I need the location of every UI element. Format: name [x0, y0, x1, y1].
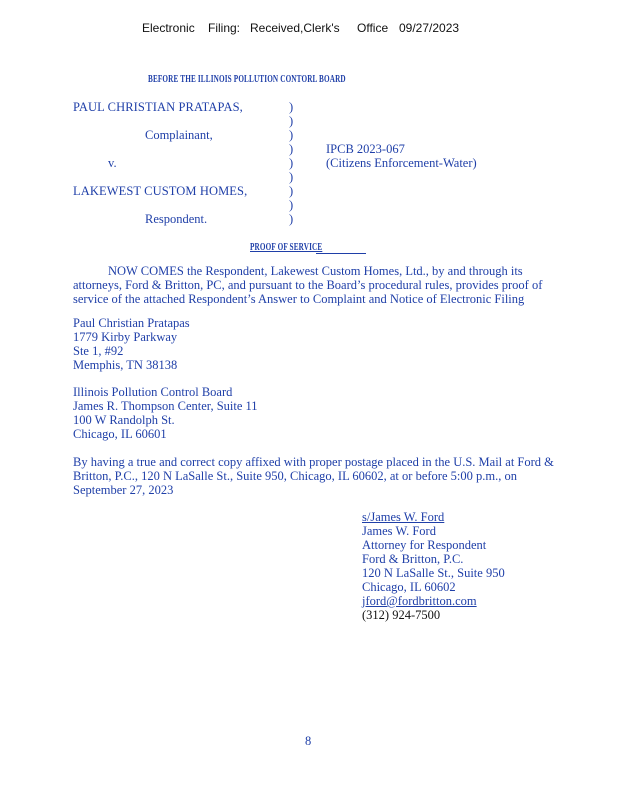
caption-paren: ): [289, 184, 294, 198]
caption-paren: ): [289, 212, 294, 226]
page-number: 8: [305, 734, 312, 748]
address-line: Paul Christian Pratapas: [73, 316, 190, 330]
attorney-title: Attorney for Respondent: [362, 538, 487, 552]
address-line: Chicago, IL 60601: [73, 427, 167, 441]
mailing-line: By having a true and correct copy affixed with proper postage placed in the U.S. Mail at Ford &: [73, 455, 554, 469]
complainant-name: PAUL CHRISTIAN PRATAPAS,: [73, 100, 243, 114]
body-line: service of the attached Respondent’s Answer to Complaint and Notice of Electronic Filing: [73, 292, 525, 306]
board-heading: BEFORE THE ILLINOIS POLLUTION CONTORL BOARD: [148, 74, 346, 85]
stamp-date: 09/27/2023: [399, 21, 460, 35]
caption-paren: ): [289, 100, 294, 114]
stamp-office: Office: [357, 21, 389, 35]
caption-paren: ): [289, 114, 294, 128]
stamp-filing: Filing:: [208, 21, 241, 35]
electronic-signature: s/James W. Ford: [362, 510, 445, 524]
caption-paren: ): [289, 156, 294, 170]
body-line: attorneys, Ford & Britton, PC, and pursuant to the Board’s procedural rules, provides proof of: [73, 278, 543, 292]
attorney-phone: (312) 924-7500: [362, 608, 441, 622]
firm-city: Chicago, IL 60602: [362, 580, 456, 594]
proof-of-service-heading: PROOF OF SERVICE: [250, 242, 323, 253]
mailing-line: September 27, 2023: [73, 483, 174, 497]
firm-street: 120 N LaSalle St., Suite 950: [362, 566, 505, 580]
case-type: (Citizens Enforcement-Water): [326, 156, 477, 170]
body-line: NOW COMES the Respondent, Lakewest Custom Homes, Ltd., by and through its: [108, 264, 523, 278]
address-line: James R. Thompson Center, Suite 11: [73, 399, 258, 413]
caption-paren: ): [289, 128, 294, 142]
versus-label: v.: [108, 156, 117, 170]
heading-underline: [316, 253, 366, 254]
caption-paren: ): [289, 170, 294, 184]
stamp-electronic: Electronic: [142, 21, 195, 35]
mailing-line: Britton, P.C., 120 N LaSalle St., Suite 950, Chicago, IL 60602, at or before 5:00 p.m., on: [73, 469, 517, 483]
firm-name: Ford & Britton, P.C.: [362, 552, 464, 566]
caption-paren: ): [289, 142, 294, 156]
respondent-name: LAKEWEST CUSTOM HOMES,: [73, 184, 248, 198]
caption-paren: ): [289, 198, 294, 212]
address-line: 100 W Randolph St.: [73, 413, 175, 427]
complainant-role: Complainant,: [145, 128, 213, 142]
respondent-role: Respondent.: [145, 212, 208, 226]
address-line: Ste 1, #92: [73, 344, 124, 358]
address-line: 1779 Kirby Parkway: [73, 330, 178, 344]
address-line: Memphis, TN 38138: [73, 358, 178, 372]
attorney-email-link[interactable]: jford@fordbritton.com: [362, 594, 477, 608]
case-number: IPCB 2023-067: [326, 142, 405, 156]
address-line: Illinois Pollution Control Board: [73, 385, 233, 399]
stamp-received: Received,Clerk's: [250, 21, 340, 35]
attorney-name: James W. Ford: [362, 524, 436, 538]
